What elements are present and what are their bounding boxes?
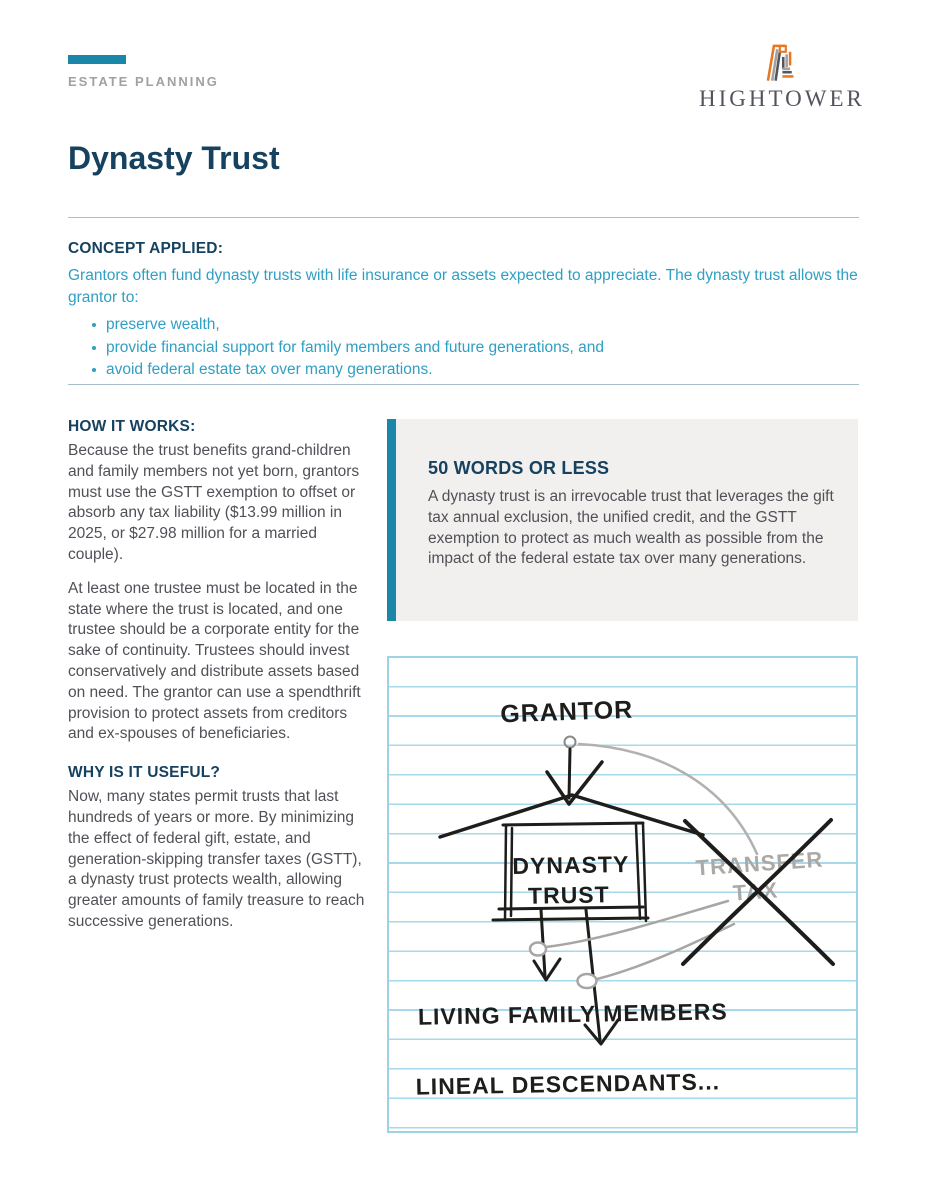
how-it-works-heading: HOW IT WORKS: — [68, 418, 196, 435]
bullet-text: provide financial support for family members and future generations, and — [106, 338, 604, 356]
bullet-text: avoid federal estate tax over many generations. — [106, 361, 433, 378]
page-title: Dynasty Trust — [68, 140, 280, 176]
hightower-tower-icon — [762, 40, 796, 84]
fifty-words-callout — [387, 419, 858, 621]
brand-logo — [699, 40, 865, 112]
left-column — [68, 418, 374, 946]
diagram-node — [530, 943, 546, 956]
bullet-dot — [92, 368, 96, 372]
line-grantor-to-transfer-tax — [579, 744, 757, 854]
list-item — [92, 359, 863, 381]
category-accent-bar — [68, 55, 126, 64]
concept-applied-section — [68, 240, 863, 382]
concept-intro: Grantors often fund dynasty trusts with life insurance or assets expected to appreciate. The dynasty trust allows the grantor to: — [68, 267, 858, 306]
why-useful-heading: WHY IS IT USEFUL? — [68, 764, 221, 782]
category-label: ESTATE PLANNING — [68, 74, 219, 89]
arrow-grantor-to-trust — [569, 749, 570, 798]
dynasty-trust-diagram — [387, 656, 858, 1133]
fifty-words-body: A dynasty trust is an irrevocable trust that leverages the gift tax annual exclusion, the unified credit, and the GSTT exemption to protect as much wealth as possible from the impact of the federal estate tax over many generations. — [428, 488, 834, 568]
diagram-grantor-node — [565, 737, 576, 748]
diagram-trust-label-line2: TRUST — [527, 881, 610, 909]
brand-wordmark: HIGHTOWER — [699, 86, 865, 111]
bullet-dot — [92, 346, 96, 350]
why-useful-paragraph: Now, many states permit trusts that last hundreds of years or more. By minimizing the effect of federal gift, estate, and generation-skipping transfer taxes (GSTT), a dynasty trust protects wealth, allowing greater amounts of family treasure to reach successive generations. — [68, 788, 365, 930]
how-it-works-paragraph: Because the trust benefits grand-children and family members not yet born, grantors must use the GSTT exemption to offset or absorb any tax liability ($13.99 million in 2025, or $27.98 million for a married couple). — [68, 442, 360, 563]
diagram-grantor-label: GRANTOR — [499, 695, 634, 729]
concept-heading: CONCEPT APPLIED: — [68, 240, 224, 257]
list-item — [92, 314, 863, 336]
how-it-works-paragraph: At least one trustee must be located in the state where the trust is located, and one trustee should be a corporate entity for the sake of continuity. Trustees should invest conservatively and distribute assets based on need. The grantor can use a spendthrift provision to protect assets from creditors and ex-spouses of beneficiaries. — [68, 579, 361, 743]
diagram-lineal-label: LINEAL DESCENDANTS... — [415, 1068, 721, 1100]
arrowhead — [547, 762, 602, 804]
diagram-transfer-tax-line2: TAX — [731, 877, 779, 906]
diagram-trust-label-line1: DYNASTY — [512, 850, 630, 880]
list-item — [92, 337, 863, 359]
arrowhead — [534, 959, 560, 980]
diagram-drawing — [389, 658, 856, 1131]
diagram-node — [578, 974, 597, 988]
bullet-text: preserve wealth, — [106, 316, 220, 333]
diagram-living-label: LIVING FAMILY MEMBERS — [417, 998, 728, 1030]
bullet-dot — [92, 323, 96, 327]
fifty-words-heading: 50 WORDS OR LESS — [428, 458, 610, 478]
divider — [68, 384, 859, 385]
cross-out-x — [683, 820, 833, 964]
divider — [68, 217, 859, 218]
concept-bullet-list — [68, 314, 863, 381]
diagram-transfer-tax-line1: TRANSFER — [694, 846, 825, 881]
